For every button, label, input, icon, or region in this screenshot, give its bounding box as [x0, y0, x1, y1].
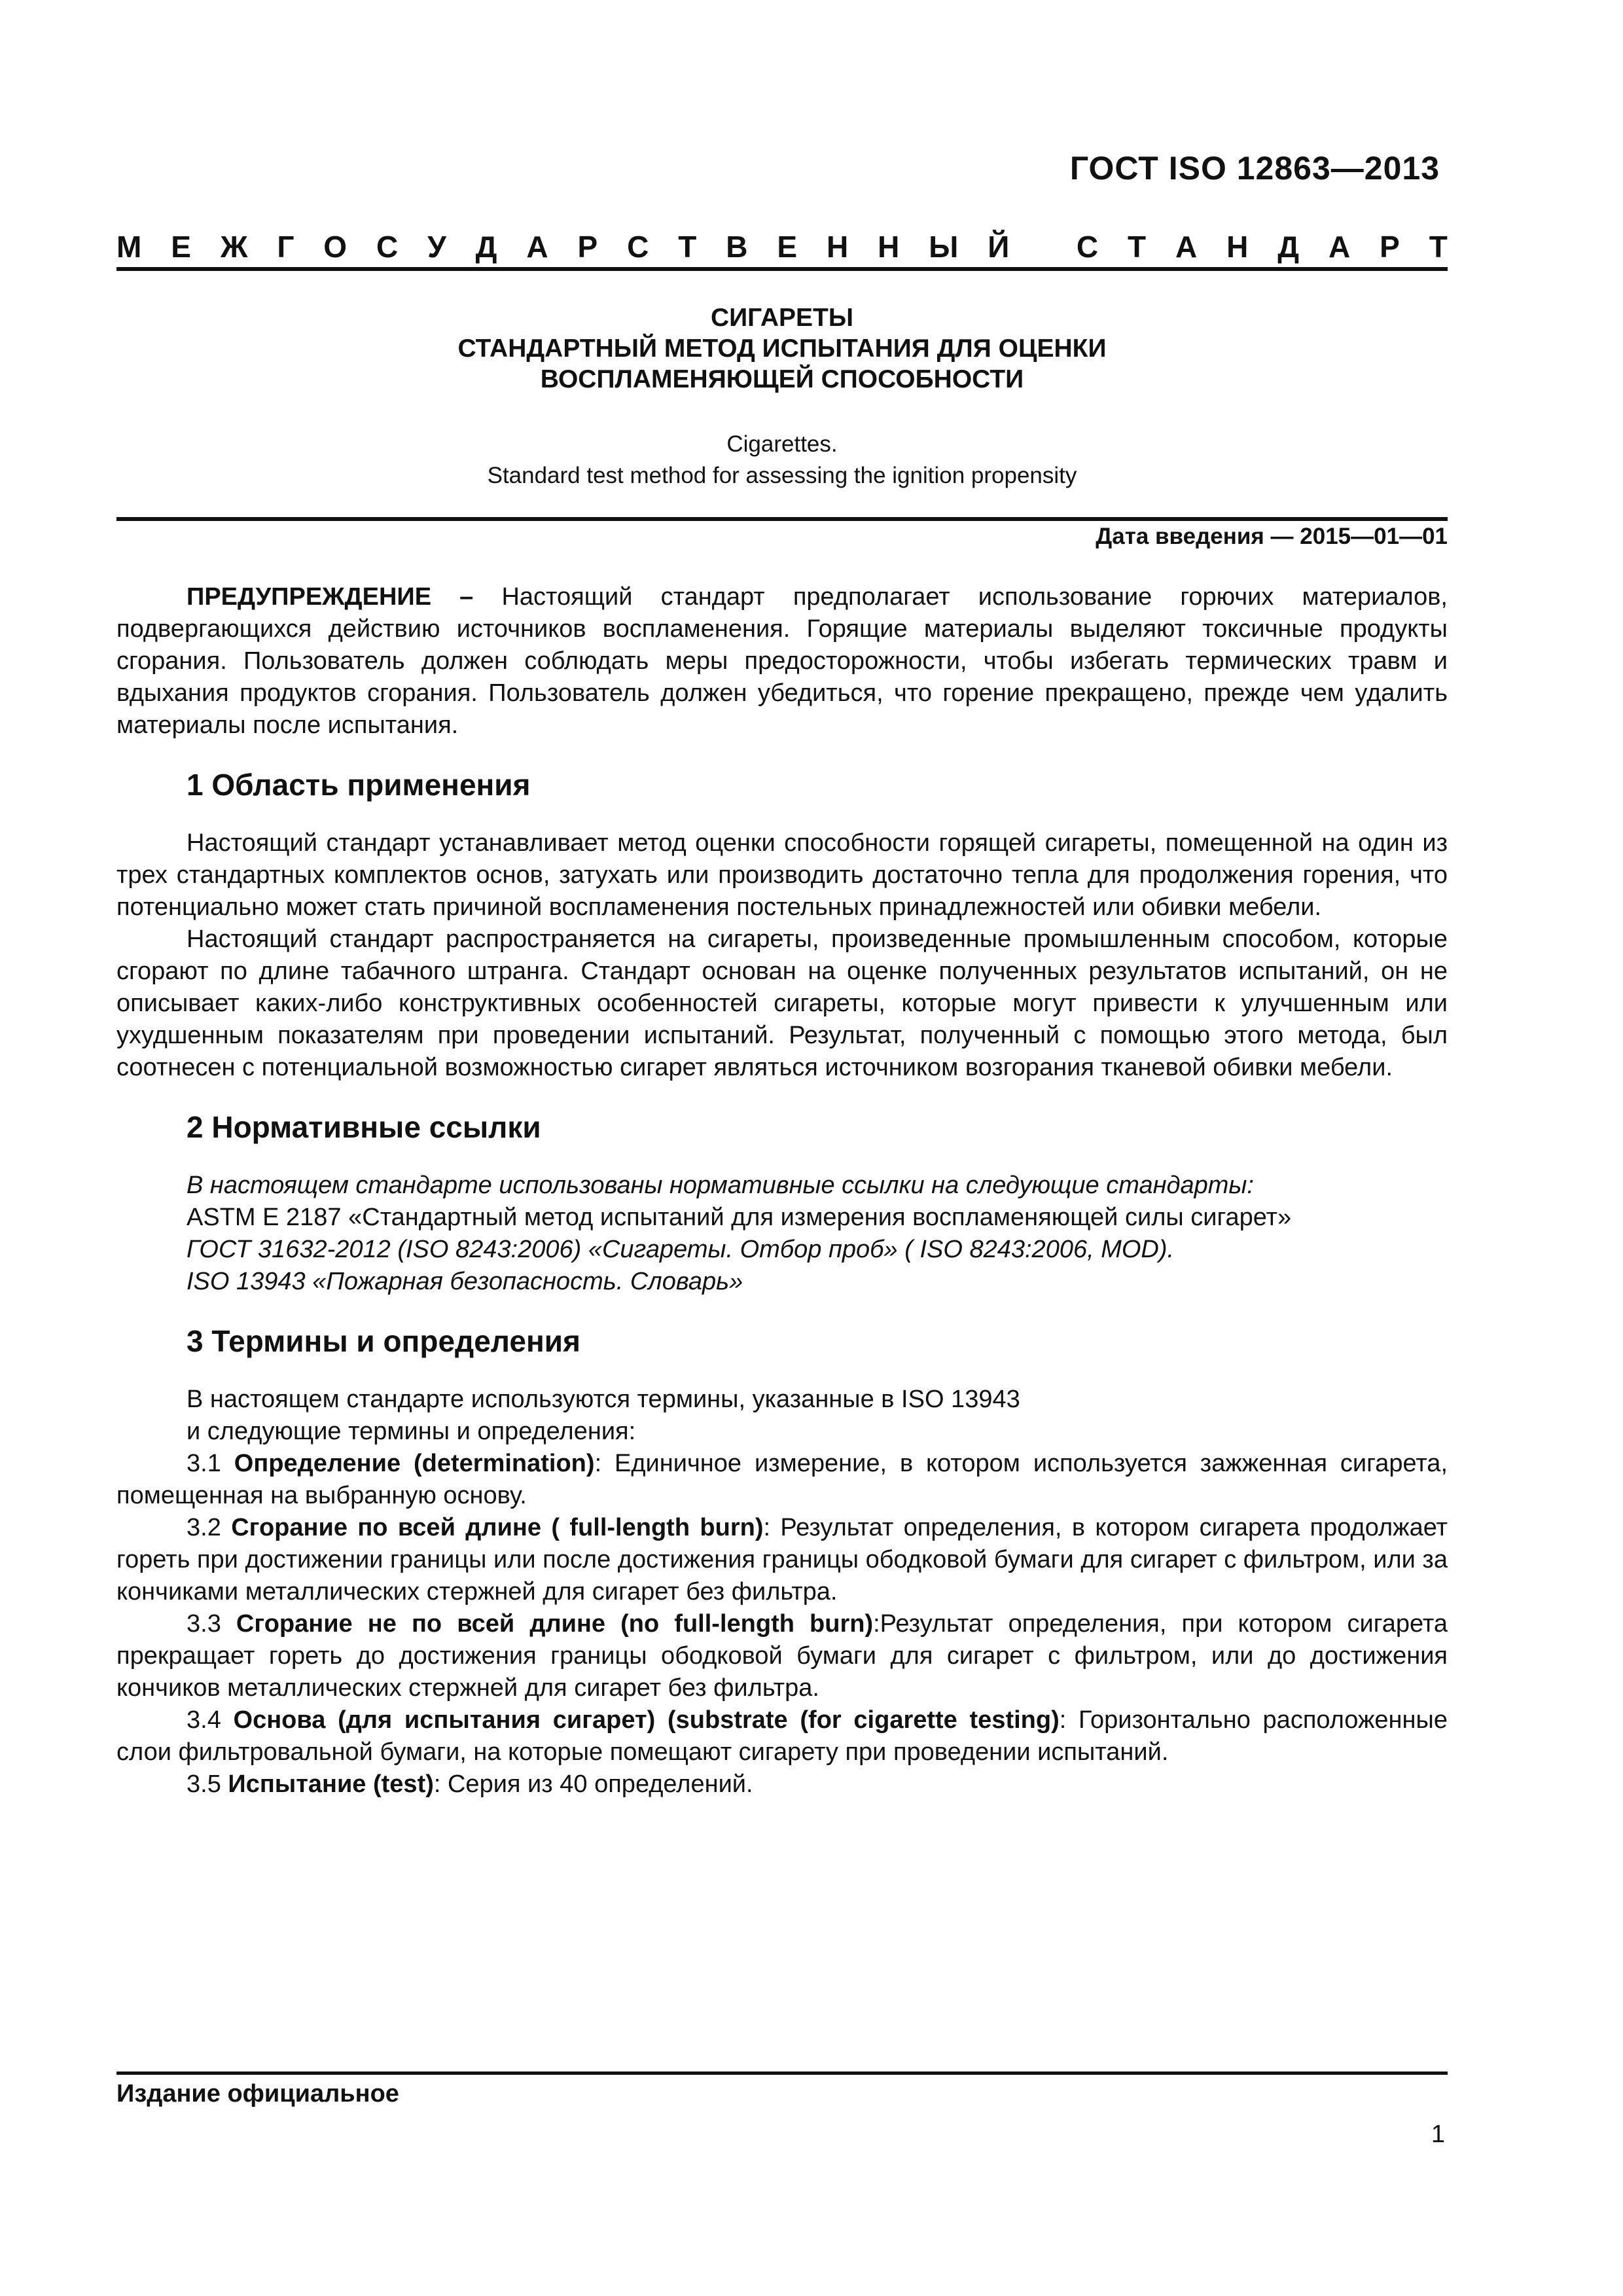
term-text: : Горизонтально расположенные слои фильтровальной бумаги, на которые помещают сигарету при проведении испытаний. — [116, 1706, 1448, 1766]
reference-item: ASTM E 2187 «Стандартный метод испытаний для измерения воспламеняющей силы сигарет» — [187, 1204, 1292, 1231]
title-line: СТАНДАРТНЫЙ МЕТОД ИСПЫТАНИЯ ДЛЯ ОЦЕНКИ — [457, 334, 1107, 363]
term-name: Испытание (test) — [228, 1770, 434, 1798]
term-number: 3.5 — [187, 1770, 228, 1798]
banner-letter: Г — [277, 230, 294, 264]
term-definition — [116, 1448, 1448, 1512]
section-heading-scope: 1 Область применения — [187, 768, 531, 802]
header-divider — [116, 267, 1448, 271]
terms-intro: и следующие термины и определения: — [187, 1418, 636, 1445]
banner-letter: Д — [475, 230, 497, 264]
banner-gap — [1039, 229, 1047, 264]
banner-letter: А — [1328, 230, 1351, 264]
banner-letter: Т — [1429, 230, 1448, 264]
term-number: 3.1 — [187, 1450, 234, 1477]
term-definition — [116, 1608, 1448, 1704]
banner-letter: Т — [1128, 230, 1147, 264]
document-body — [116, 581, 1448, 1801]
banner-letter: А — [526, 230, 548, 264]
term-name: Сгорание по всей длине ( full-length burn) — [231, 1514, 764, 1541]
references-intro: В настоящем стандарте использованы нормативные ссылки на следующие стандарты: — [187, 1172, 1254, 1199]
term-text: : Серия из 40 определений. — [433, 1770, 753, 1798]
page-number: 1 — [1431, 2121, 1445, 2148]
banner-letter: Н — [1226, 230, 1249, 264]
term-text: :Результат определения, при котором сигарета прекращает гореть до достижения границы ободковой бумаги для сигарет с фильтром, или до достижения кончиков металлических стержней для сигарет без фильтра. — [116, 1610, 1448, 1702]
banner-letter: Н — [826, 230, 849, 264]
title-en-line: Standard test method for assessing the ignition propensity — [487, 463, 1077, 488]
section-heading-references: 2 Нормативные ссылки — [187, 1110, 541, 1144]
warning-text: Настоящий стандарт предполагает использование горючих материалов, подвергающихся действию источников воспламенения. Горящие материалы выделяют токсичные продукты сгорания. Пользователь должен соблюдать меры предосторожности, чтобы избегать термических травм и вдыхания продуктов сгорания. Пользователь должен убедиться, что горение прекращено, прежде чем удалить материалы после испытания. — [116, 583, 1448, 739]
banner-letter: Ы — [929, 230, 959, 264]
banner-letter: Д — [1277, 230, 1300, 264]
banner-letter: Е — [171, 230, 191, 264]
document-title — [116, 302, 1448, 395]
term-name: Сгорание не по всей длине (no full-length burn) — [236, 1610, 874, 1638]
edition-label: Издание официальное — [116, 2080, 399, 2108]
reference-item: ISO 13943 «Пожарная безопасность. Словарь» — [187, 1268, 743, 1295]
reference-item: ГОСТ 31632-2012 (ISO 8243:2006) «Сигареты. Отбор проб» ( ISO 8243:2006, MOD). — [187, 1236, 1175, 1263]
banner-letter: С — [376, 230, 399, 264]
banner-letter: С — [627, 230, 649, 264]
banner-letter: Р — [577, 230, 598, 264]
term-number: 3.3 — [187, 1610, 236, 1638]
banner-letter: Е — [777, 230, 798, 264]
scope-paragraph-1: Настоящий стандарт устанавливает метод оценки способности горящей сигареты, помещенной на один из трех стандартных комплектов основ, затухать или производить достаточно тепла для продолжения горения, что потенциально может стать причиной воспламенения постельных принадлежностей или обивки мебели. — [116, 829, 1448, 921]
banner-letter: Т — [678, 230, 697, 264]
title-line: СИГАРЕТЫ — [710, 304, 854, 332]
warning-paragraph — [116, 581, 1448, 742]
title-en-line: Cigarettes. — [726, 431, 838, 457]
banner-letter: Р — [1380, 230, 1400, 264]
warning-label: ПРЕДУПРЕЖДЕНИЕ – — [187, 583, 474, 611]
banner-letter: Ж — [220, 230, 248, 264]
term-text: : Результат определения, в котором сигарета продолжает гореть при достижении границы или после достижения границы ободковой бумаги для сигарет с фильтром, или за кончиками металлических стержней для сигарет без фильтра. — [116, 1514, 1448, 1605]
term-definition — [116, 1768, 1448, 1801]
introduction-date: Дата введения — 2015—01—01 — [1096, 524, 1448, 549]
section-heading-terms: 3 Термины и определения — [187, 1324, 580, 1358]
document-code: ГОСТ ISO 12863—2013 — [1069, 150, 1440, 187]
banner-letter: У — [427, 230, 446, 264]
term-number: 3.4 — [187, 1706, 234, 1734]
standard-banner — [116, 229, 1448, 264]
term-name: Определение (determination) — [234, 1450, 595, 1477]
banner-letter: Й — [988, 230, 1010, 264]
terms-intro: В настоящем стандарте используются термины, указанные в ISO 13943 — [187, 1386, 1020, 1413]
banner-letter: О — [323, 230, 348, 264]
footer-divider — [116, 2072, 1448, 2075]
term-number: 3.2 — [187, 1514, 232, 1541]
banner-letter: С — [1076, 230, 1099, 264]
term-text: : Единичное измерение, в котором используется зажженная сигарета, помещенная на выбранную основу. — [116, 1450, 1448, 1509]
banner-letter: А — [1175, 230, 1198, 264]
banner-letter: В — [726, 230, 748, 264]
banner-letter: М — [116, 230, 142, 264]
term-name: Основа (для испытания сигарет) (substrate (for cigarette testing) — [233, 1706, 1060, 1734]
document-title-english — [116, 429, 1448, 492]
title-line: ВОСПЛАМЕНЯЮЩЕЙ СПОСОБНОСТИ — [540, 365, 1024, 393]
term-definition — [116, 1704, 1448, 1768]
scope-paragraph-2: Настоящий стандарт распространяется на сигареты, произведенные промышленным способом, которые сгорают по длине табачного штранга. Стандарт основан на оценке полученных результатов испытаний, он не описывает каких-либо конструктивных особенностей сигареты, которые могут привести к улучшенным или ухудшенным показателям при проведении испытаний. Результат, полученный с помощью этого метода, был соотнесен с потенциальной возможностью сигарет являться источником возгорания тканевой обивки мебели. — [116, 925, 1448, 1081]
banner-letter: Н — [878, 230, 900, 264]
title-divider — [116, 517, 1448, 521]
term-definition — [116, 1512, 1448, 1608]
